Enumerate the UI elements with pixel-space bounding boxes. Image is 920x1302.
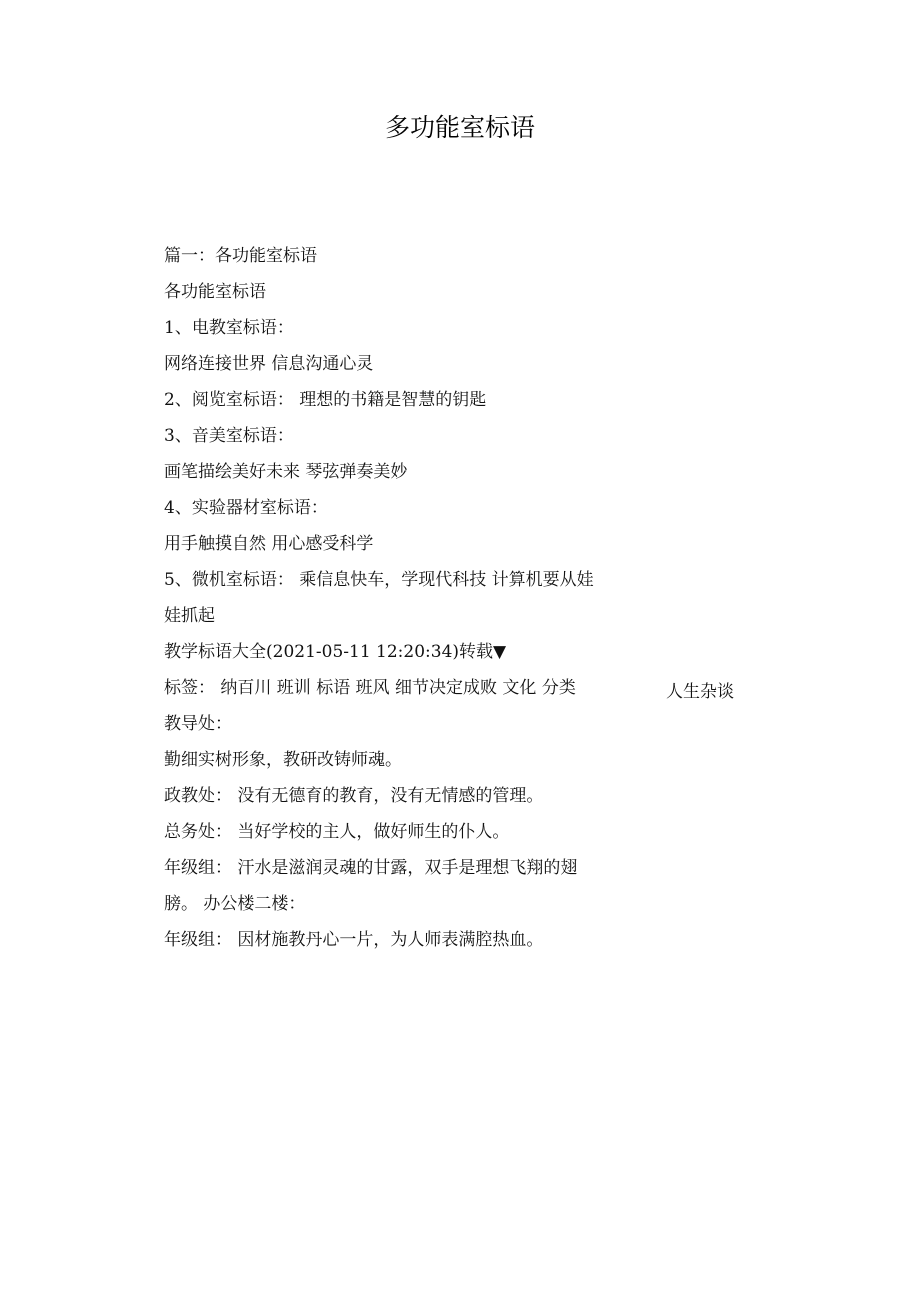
tags-extra: 人生杂谈 (666, 682, 734, 702)
body-line: 膀。 办公楼二楼： (164, 894, 306, 914)
body-line: 总务处： 当好学校的主人，做好师生的仆人。 (164, 822, 510, 842)
body-line: 政教处： 没有无德育的教育，没有无情感的管理。 (164, 786, 544, 806)
body-line: 各功能室标语 (164, 282, 266, 302)
body-line: 勤细实树形象，教研改铸师魂。 (164, 750, 402, 770)
body-line: 教学标语大全(2021-05-11 12:20:34)转载▼ (164, 642, 507, 662)
body-line: 网络连接世界 信息沟通心灵 (164, 354, 374, 374)
body-line: 1、电教室标语： (164, 318, 294, 338)
document-body (164, 238, 764, 958)
body-line: 教导处： (164, 714, 232, 734)
body-line: 年级组： 汗水是滋润灵魂的甘露，双手是理想飞翔的翅 (164, 858, 578, 878)
document-title: 多功能室标语 (384, 113, 535, 142)
tags-line (164, 670, 764, 706)
body-line: 年级组： 因材施教丹心一片，为人师表满腔热血。 (164, 930, 544, 950)
body-line: 5、微机室标语： 乘信息快车，学现代科技 计算机要从娃 (164, 570, 594, 590)
body-line: 2、阅览室标语： 理想的书籍是智慧的钥匙 (164, 390, 487, 410)
body-line: 用手触摸自然 用心感受科学 (164, 534, 374, 554)
tags-text: 标签： 纳百川 班训 标语 班风 细节决定成败 文化 分类 (164, 678, 576, 698)
body-line: 4、实验器材室标语： (164, 498, 328, 518)
body-line: 3、音美室标语： (164, 426, 294, 446)
body-line: 画笔描绘美好未来 琴弦弹奏美妙 (164, 462, 408, 482)
body-line: 娃抓起 (164, 606, 215, 626)
body-line: 篇一：各功能室标语 (164, 246, 317, 266)
